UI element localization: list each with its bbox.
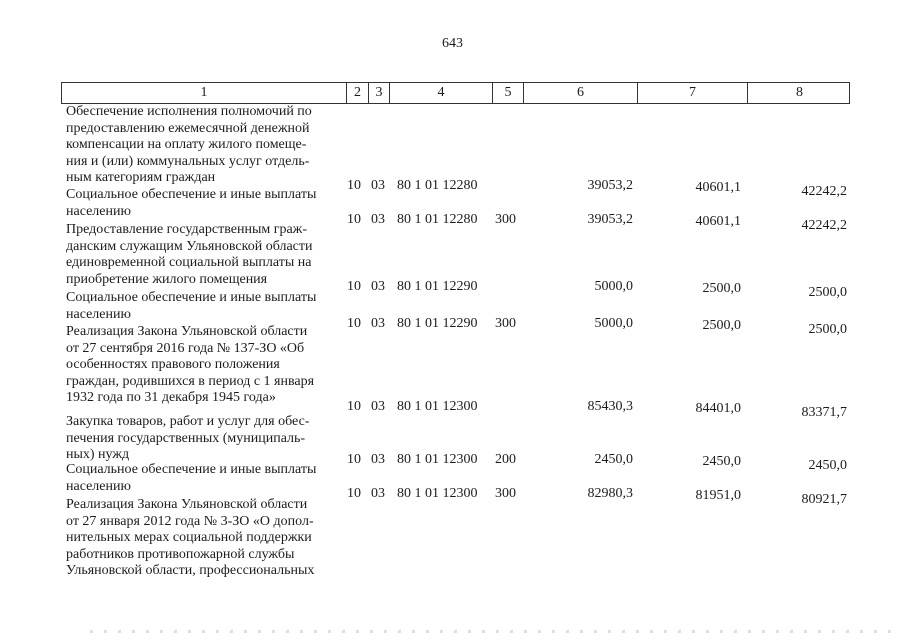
row-name-line: Закупка товаров, работ и услуг для обес-	[66, 414, 310, 429]
row-name-line: печения государственных (муниципаль-	[66, 430, 306, 446]
row-name-line: нительных мерах социальной поддержки	[66, 530, 312, 546]
row-value-6: 39053,2	[587, 178, 633, 193]
row-value-8: 42242,2	[801, 218, 847, 233]
row-value-6: 82980,3	[587, 486, 633, 501]
row-name-line: особенностях правового положения	[66, 357, 280, 373]
row-value-6: 39053,2	[587, 212, 633, 227]
row-rz: 10	[347, 212, 361, 227]
row-name-line: Социальное обеспечение и иные выплаты	[66, 290, 317, 305]
row-value-8: 80921,7	[801, 492, 847, 507]
row-value-6: 85430,3	[587, 399, 633, 414]
header-col-1: 1	[200, 85, 208, 100]
row-name	[66, 104, 342, 187]
row-name-line: работников противопожарной службы	[66, 546, 295, 562]
row-pr: 03	[371, 399, 385, 414]
row-name-line: населению	[66, 478, 131, 494]
row-csr: 80 1 01 12290	[397, 316, 478, 331]
row-name-line: населению	[66, 306, 131, 322]
row-name-line: компенсации на оплату жилого помеще-	[66, 137, 307, 153]
row-name-line: Социальное обеспечение и иные выплаты	[66, 462, 317, 477]
row-pr: 03	[371, 316, 385, 331]
row-rz: 10	[347, 452, 361, 467]
row-name	[66, 290, 342, 323]
row-codes	[347, 178, 523, 194]
row-name-line: ным категориям граждан	[66, 170, 216, 186]
row-value-7: 2500,0	[702, 318, 741, 333]
row-name-line: населению	[66, 203, 131, 219]
page-number: 643	[442, 36, 463, 51]
table-header	[61, 82, 850, 104]
row-value-8: 2500,0	[808, 285, 847, 300]
row-value-8: 2500,0	[808, 322, 847, 337]
row-vr: 300	[495, 316, 516, 331]
row-vr: 200	[495, 452, 516, 467]
row-rz: 10	[347, 316, 361, 331]
row-name-line: Реализация Закона Ульяновской области	[66, 324, 308, 339]
header-col-8: 8	[747, 83, 851, 103]
row-value-8: 2450,0	[808, 458, 847, 473]
row-name-line: предоставлению ежемесячной денежной	[66, 120, 310, 136]
row-value-7: 84401,0	[695, 401, 741, 416]
row-csr: 80 1 01 12280	[397, 178, 478, 193]
row-value-8: 83371,7	[801, 405, 847, 420]
row-name-line: Обеспечение исполнения полномочий по	[66, 104, 312, 119]
scan-artifact	[90, 630, 900, 633]
row-name-line: Предоставление государственным граж-	[66, 222, 307, 237]
row-csr: 80 1 01 12300	[397, 399, 478, 414]
row-name	[66, 497, 342, 580]
header-col-6: 6	[523, 83, 637, 103]
row-name-line: Ульяновской области, профессиональных	[66, 563, 315, 579]
row-codes	[347, 486, 523, 502]
row-name	[66, 324, 342, 407]
row-name	[66, 462, 342, 495]
row-name-line: приобретение жилого помещения	[66, 271, 268, 287]
header-col-4: 4	[389, 83, 492, 103]
row-csr: 80 1 01 12300	[397, 452, 478, 467]
row-csr: 80 1 01 12300	[397, 486, 478, 501]
row-csr: 80 1 01 12280	[397, 212, 478, 227]
row-name-line: Реализация Закона Ульяновской области	[66, 497, 308, 512]
row-codes	[347, 399, 523, 415]
row-pr: 03	[371, 452, 385, 467]
row-rz: 10	[347, 178, 361, 193]
row-name-line: ния и (или) коммунальных услуг отдель-	[66, 153, 310, 169]
row-name	[66, 414, 342, 464]
header-col-2: 2	[346, 83, 368, 103]
row-value-6: 2450,0	[594, 452, 633, 467]
row-pr: 03	[371, 279, 385, 294]
row-codes	[347, 212, 523, 228]
header-col-5: 5	[492, 83, 523, 103]
row-value-6: 5000,0	[594, 316, 633, 331]
row-rz: 10	[347, 486, 361, 501]
row-name-line: от 27 января 2012 года № 3-ЗО «О допол-	[66, 513, 314, 529]
row-rz: 10	[347, 399, 361, 414]
row-name-line: от 27 сентября 2016 года № 137-ЗО «Об	[66, 340, 305, 356]
row-name-line: граждан, родившихся в период с 1 января	[66, 373, 315, 389]
row-value-7: 81951,0	[695, 488, 741, 503]
row-value-6: 5000,0	[594, 279, 633, 294]
header-col-7: 7	[637, 83, 747, 103]
row-codes	[347, 316, 523, 332]
row-value-7: 2500,0	[702, 281, 741, 296]
row-name-line: ных) нужд	[66, 447, 130, 463]
row-name-line: 1932 года по 31 декабря 1945 года»	[66, 390, 276, 406]
row-pr: 03	[371, 212, 385, 227]
row-vr: 300	[495, 486, 516, 501]
row-name-line: Социальное обеспечение и иные выплаты	[66, 187, 317, 202]
row-rz: 10	[347, 279, 361, 294]
row-codes	[347, 452, 523, 468]
row-name	[66, 187, 342, 220]
row-codes	[347, 279, 523, 295]
row-name-line: единовременной социальной выплаты на	[66, 255, 312, 271]
row-vr: 300	[495, 212, 516, 227]
row-pr: 03	[371, 486, 385, 501]
row-name	[66, 222, 342, 288]
header-col-3: 3	[368, 83, 389, 103]
row-value-7: 2450,0	[702, 454, 741, 469]
row-pr: 03	[371, 178, 385, 193]
row-value-7: 40601,1	[695, 180, 741, 195]
row-value-7: 40601,1	[695, 214, 741, 229]
row-name-line: данским служащим Ульяновской области	[66, 238, 313, 254]
row-value-8: 42242,2	[801, 184, 847, 199]
row-csr: 80 1 01 12290	[397, 279, 478, 294]
